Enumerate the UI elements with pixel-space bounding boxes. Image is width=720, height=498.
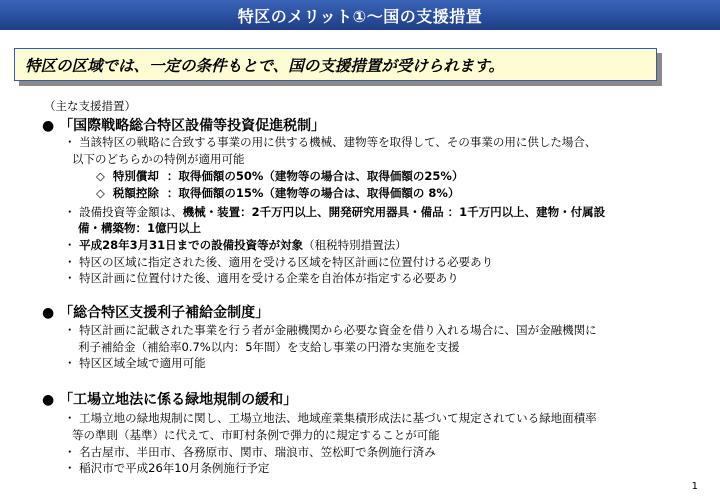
bullet-icon: ● xyxy=(42,118,55,134)
list-item: ・ 工場立地の緑地規制に関し、工場立地法、地域産業集積形成法に基づいて規定されている緑地面積率 xyxy=(64,411,597,425)
list-item: ・ 当該特区の戦略に合致する事業の用に供する機械、建物等を取得して、その事業の用に供した場合、 xyxy=(64,135,597,149)
dot-icon: ・ xyxy=(64,323,76,337)
list-item: ・ 設備投資等金額は、機械・装置：2千万円以上、開発研究用器具・備品 ：1千万円以上、建物・付属設 xyxy=(64,205,606,219)
list-item-continued: 利子補給金（補給率0.7%以内：5年間）を支給し事業の円滑な実施を支援 xyxy=(78,340,460,354)
diamond-icon: ◇ xyxy=(96,186,105,200)
section-heading-tax xyxy=(42,115,325,135)
dot-icon: ・ xyxy=(64,271,76,285)
tax-credit: ◇ 税額控除 ：取得価額の15%（建物等の場合は、取得価額の 8%） xyxy=(96,186,460,200)
dot-icon: ・ xyxy=(64,205,76,219)
page-title: 特区のメリット①～国の支援措置 xyxy=(237,6,483,26)
dot-icon: ・ xyxy=(64,255,76,269)
title-bar xyxy=(0,0,720,30)
section-label: （主な支援措置） xyxy=(44,99,136,113)
dot-icon: ・ xyxy=(64,356,76,370)
dot-icon: ・ xyxy=(64,411,76,425)
page-number: 1 xyxy=(691,481,698,492)
list-item-continued: 以下のどちらかの特例が適用可能 xyxy=(72,152,245,166)
dot-icon: ・ xyxy=(64,445,76,459)
list-item: ・ 名古屋市、半田市、各務原市、関市、瑞浪市、笠松町で条例施行済み xyxy=(64,445,436,459)
bullet-icon: ● xyxy=(42,305,55,321)
list-item: ・ 平成28年3月31日までの設備投資等が対象（租税特別措置法） xyxy=(64,238,407,252)
bullet-icon: ● xyxy=(42,392,55,408)
section-heading-text: 「国際戦略総合特区設備等投資促進税制」 xyxy=(59,118,326,134)
section-heading-interest xyxy=(42,302,269,322)
dot-icon: ・ xyxy=(64,238,76,252)
list-item-continued: 等の準則（基準）に代えて、市町村条例で弾力的に規定することが可能 xyxy=(72,428,440,442)
dot-icon: ・ xyxy=(64,461,76,475)
summary-banner xyxy=(14,48,657,81)
dot-icon: ・ xyxy=(64,135,76,149)
list-item: ・ 特区区域全域で適用可能 xyxy=(64,356,206,370)
section-heading-text: 「総合特区支援利子補給金制度」 xyxy=(59,305,270,321)
list-item: ・ 特区計画に記載された事業を行う者が金融機関から必要な資金を借り入れる場合に、国が金融機関に xyxy=(64,323,597,337)
diamond-icon: ◇ xyxy=(96,169,105,183)
list-item: ・ 特区の区域に指定された後、適用を受ける区域を特区計画に位置付ける必要あり xyxy=(64,255,494,269)
section-heading-text: 「工場立地法に係る緑地規制の緩和」 xyxy=(59,392,298,408)
list-item: ・ 稲沢市で平成26年10月条例施行予定 xyxy=(64,461,270,475)
section-heading-greenery xyxy=(42,389,297,409)
special-depreciation: ◇ 特別償却 ：取得価額の50%（建物等の場合は、取得価額の25%） xyxy=(96,169,464,183)
summary-banner-text: 特区の区域では、一定の条件もとで、国の支援措置が受けられます。 xyxy=(25,56,504,75)
list-item: ・ 特区計画に位置付けた後、適用を受ける企業を自治体が指定する必要あり xyxy=(64,271,459,285)
list-item-continued: 備・構築物：1億円以上 xyxy=(78,221,202,235)
